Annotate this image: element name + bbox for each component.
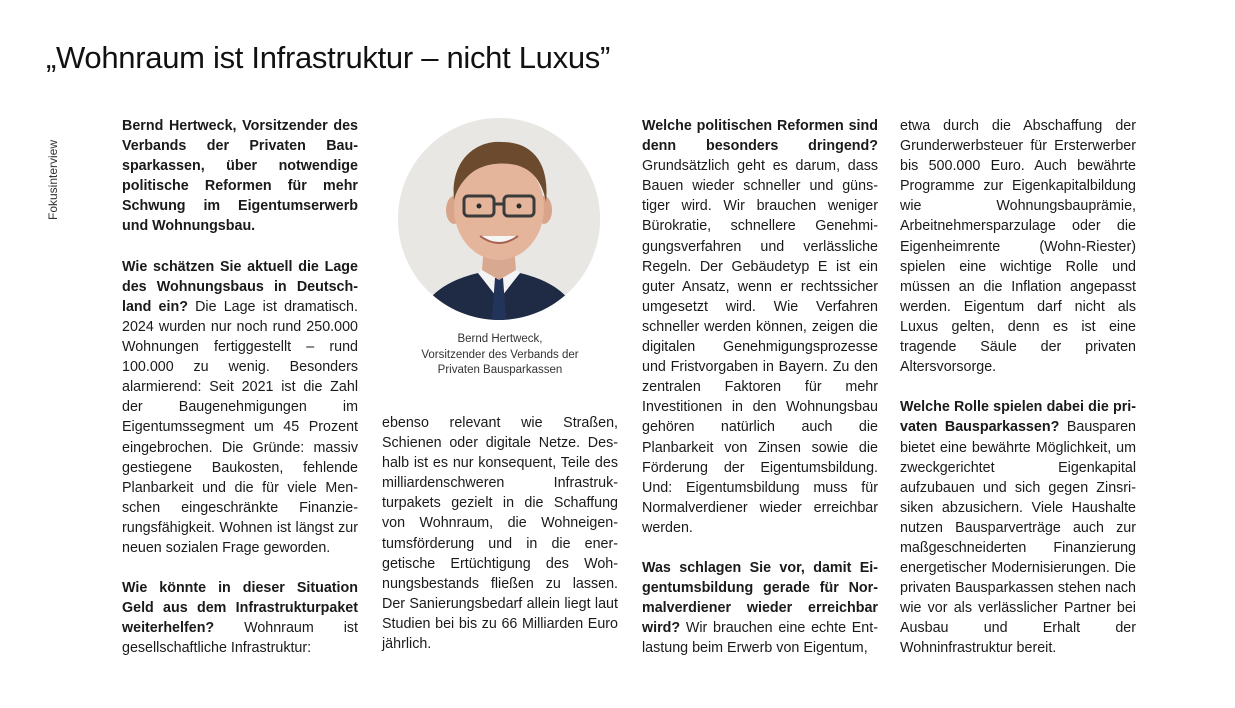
answer-4: Wir brauchen eine echte Entlastung beim Erwerb von Eigentum, bbox=[642, 620, 878, 657]
answer-4-continued: etwa durch die Abschaffung der Grunderwerbsteuer für Ersterwerber bis 500.000 Euro. Auch bewährte Programme zur Eigenkapitalbildung wie Wohnungsbauprämie, Arbeitnehmersparzulage oder die Eigenheimrente (Wohn-Riester) spielen eine wichtige Rolle und müssen an die Inflation angepasst werden. Eigentum darf nicht als Luxus gelten, denn es ist eine tragende Säule der privaten Altersvorsorge. bbox=[900, 118, 1136, 376]
caption-line-1: Bernd Hertweck, bbox=[457, 333, 543, 345]
intro-text: Bernd Hertweck, Vorsitzender des Verbands der Privaten Bausparkassen, über notwendige politische Reformen für mehr Schwung im Eigentumserwerb und Wohnungsbau. bbox=[122, 118, 358, 235]
column-4 bbox=[900, 116, 1136, 679]
question-4: Was schlagen Sie vor, damit Eigentumsbildung gerade für Normalverdiener wieder erreichbar wird? bbox=[642, 560, 878, 637]
portrait-illustration bbox=[398, 118, 600, 320]
qa-paragraph-4 bbox=[642, 558, 878, 658]
article-title: „Wohnraum ist Infrastruktur – nicht Luxus” bbox=[46, 40, 610, 75]
column-1 bbox=[122, 116, 358, 679]
question-5: Welche Rolle spielen dabei die privaten Bausparkassen? bbox=[900, 399, 1136, 436]
caption-line-2: Vorsitzender des Verbands der bbox=[421, 348, 579, 361]
answer-3: Grundsätzlich geht es darum, dass Bauen wieder schneller und günstiger wird. Wir brauchen weniger Bürokratie, schnellere Genehmigungsverfahren und verlässliche Regeln. Der Gebäudetyp E ist ein guter Ansatz, wenn er rechtssicher umgesetzt wird. Wie Verfahren schneller werden können, zeigen die digitalen Genehmigungsprozesse und Fristvorgaben in Bayern. Zu den zentralen Faktoren für mehr Investitionen in den Wohnungsbau gehören natürlich auch die Planbarkeit von Zinsen sowie die Förderung der Eigentumsbildung. Und: Eigentumsbildung muss für Normalverdiener wieder erreichbar werden. bbox=[642, 158, 878, 536]
photo-caption bbox=[380, 332, 620, 379]
column-3 bbox=[642, 116, 878, 679]
section-label: Fokusinterview bbox=[46, 139, 60, 220]
portrait-photo bbox=[398, 118, 600, 320]
qa-paragraph-1 bbox=[122, 257, 358, 558]
qa-paragraph-2 bbox=[122, 578, 358, 658]
answer-2: Wohnraum ist gesellschaftliche Infrastruktur: bbox=[122, 620, 358, 657]
answer-5: Bausparen bietet eine bewährte Möglichkeit, um zweckgerichtet Eigenkapital aufzubauen und sich gegen Zinsrisiken abzusichern. Viele Haushalte nutzen Bausparverträge auch zur maßgeschneiderten Finanzierung energetischer Modernisierungen. Die privaten Bausparkassen stehen nach wie vor als verlässlicher Partner bei Ausbau und Erhalt der Wohninfrastruktur bereit. bbox=[900, 419, 1136, 657]
column-2 bbox=[382, 413, 618, 674]
intro-paragraph bbox=[122, 116, 358, 237]
qa-paragraph-5 bbox=[900, 397, 1136, 658]
answer-1: Die Lage ist dramatisch. 2024 wurden nur noch rund 250.000 Wohnungen fertiggestellt – rund 100.000 zu wenig. Besonders alarmierend: Seit 2021 ist die Zahl der Baugenehmigungen im Eigentumssegment um 45 Prozent eingebrochen. Die Gründe: massiv gestiegene Baukosten, fehlende Planbarkeit und die für viele Menschen eingeschränkte Finanzierungsfähigkeit. Wohnen ist längst zur neuen sozialen Frage geworden. bbox=[122, 298, 358, 556]
question-1: Wie schätzen Sie aktuell die Lage des Wohnungsbaus in Deutschland ein? bbox=[122, 258, 358, 315]
qa-paragraph-3 bbox=[642, 116, 878, 538]
question-2: Wie könnte in dieser Situation Geld aus dem Infrastrukturpaket weiterhelfen? bbox=[122, 580, 358, 637]
column-2-text: ebenso relevant wie Straßen, Schienen oder digitale Netze. Deshalb ist es nur konsequent, Teile des milliardenschweren Infrastrukturpakets gezielt in die Schaffung von Wohnraum, die Wohneigentumsförderung und in die energetische Ertüchtigung des Wohnungsbestands fließen zu lassen. Der Sanierungsbedarf allein liegt laut Studien bei bis zu 66 Milliarden Euro jährlich. bbox=[382, 415, 618, 653]
caption-line-3: Privaten Bausparkassen bbox=[437, 364, 563, 376]
question-3: Welche politischen Reformen sind denn besonders dringend? bbox=[642, 118, 878, 155]
